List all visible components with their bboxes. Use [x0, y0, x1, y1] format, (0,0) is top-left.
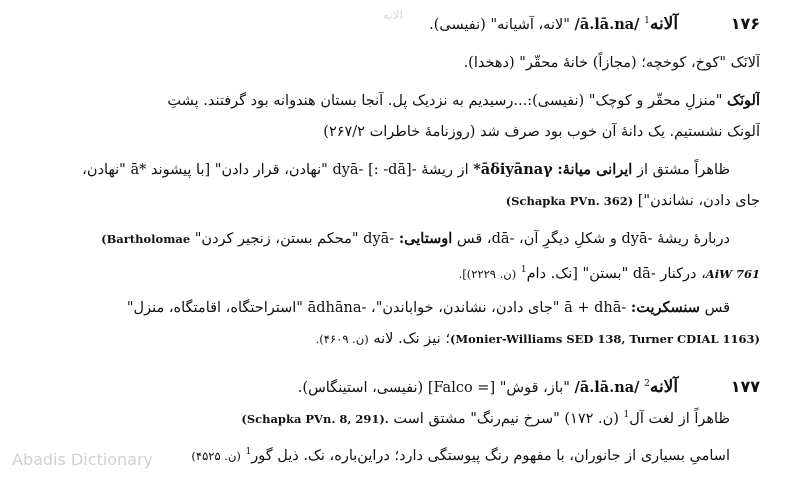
- entry-177-line2-b: (ن. ۱۷۲) "سرخ نیم‌رنگ" مشتق است: [393, 410, 619, 427]
- entry-177-header: [28, 373, 760, 399]
- entry-177-headword: آلانه: [649, 376, 679, 397]
- entry-176-line6: [28, 190, 760, 212]
- entry-176-line10-b: ؛ نیز نک. لانه: [373, 331, 450, 347]
- entry-176-line7-a: دربارهٔ ریشهٔ -dyā و شکلِ دیگرِ آن، -dā، قس: [456, 231, 730, 247]
- entry-176-line3-bold: آلونَک: [727, 92, 760, 109]
- entry-177-line2-c: (Schapka PVn. 8, 291).: [241, 411, 389, 426]
- entry-176-line7-c: -dyā "محکم بستن، زنجیر کردن": [194, 231, 395, 247]
- entry-176-translit: /ā.lā.na/: [574, 15, 640, 33]
- entry-176-line8-a: AiW 761: [705, 266, 760, 281]
- entry-177-line3-a: اسامیِ بسیاری از جانوران، با مفهوم رنگ پیوستگی دارد؛ دراین‌باره، نک. ذیل گور: [251, 447, 730, 464]
- entry-176-line9-c: -ā + dhā "جای دادن، نشاندن، خواباندن"، -ādhāna "استراحتگاه، اقامتگاه، منزل": [126, 300, 627, 316]
- entry-176-line2: آلانَک "کوخ، کوخچه؛ (مجازاً) خانهٔ محقّر" (دهخدا).: [463, 55, 760, 71]
- entry-176-line8-b: ، درکنار -dā "بستن" [نک. دام: [526, 265, 706, 282]
- entry-176-line6-a: جای دادن، نشاندن"]: [637, 193, 760, 209]
- entry-176-line7: [28, 228, 730, 250]
- entry-177-line3: اسامیِ بسیاری از جانوران، با مفهوم رنگ پیوستگی دارد؛ دراین‌باره، نک. ذیل گور$^1$ (ن. ۴۵۲۵): [191, 447, 730, 464]
- entry-177-translit: /ā.lā.na/: [574, 378, 640, 396]
- entry-177-gloss: "باز، قوش" [= Falco] (نفیسی، استینگاس).: [297, 379, 570, 396]
- entry-176-line10: [28, 328, 760, 350]
- entry-176-line9: [28, 297, 730, 319]
- entry-176-line8: AiW 761، درکنار -dā "بستن" [نک. دام$^1$ (ن. ۲۲۲۹)].: [458, 265, 760, 282]
- entry-176-line3-rest: "منزلِ محقّر و کوچک" (نفیسی):...رسیدیم به نزدیک پل. آنجا بستان هندوانه بود گرفتند. پشتِ: [167, 93, 728, 109]
- entry-177-line2: ظاهراً از لغت آل$^1$ (ن. ۱۷۲) "سرخ نیم‌رنگ" مشتق است (Schapka PVn. 8, 291).: [241, 410, 730, 427]
- entry-176-line8-c: (ن. ۲۲۲۹)].: [458, 266, 517, 281]
- entry-176-line9-a: قس: [704, 300, 730, 316]
- entry-177-number: ۱۷۷: [730, 376, 760, 396]
- entry-177-sup: 2: [644, 379, 650, 389]
- entry-176-line6-b: (Schapka PVn. 362): [505, 194, 634, 208]
- entry-176-line3: [28, 90, 760, 112]
- watermark-bottom: Abadis Dictionary: [12, 450, 153, 469]
- entry-176-line5-c: *āδiyānaγ: [473, 161, 553, 178]
- entry-176-sup: 1: [644, 16, 650, 26]
- entry-176-line5-a: ظاهراً مشتق از: [636, 162, 730, 178]
- entry-176-headword: آلانه: [649, 13, 679, 34]
- watermark-top: الانه: [383, 8, 403, 22]
- entry-177-line2-a: ظاهراً از لغت آل: [629, 410, 730, 427]
- entry-176-number: ۱۷۶: [730, 13, 760, 33]
- entry-176-header: [28, 10, 760, 36]
- entry-176-line5-d: از ریشهٔ -dyā- [: -dā] "نهادن، قرار دادن" [با پیشوند *ā "نهادن،: [82, 162, 469, 178]
- entry-176-line5: [28, 159, 730, 181]
- entry-177-line3-b: (ن. ۴۵۲۵): [191, 448, 241, 463]
- entry-176-line10-c: (ن. ۴۶۰۹).: [315, 332, 369, 346]
- entry-176-line7-b: اوستایی:: [398, 230, 453, 247]
- entry-176-line9-b: سنسکریت:: [630, 299, 700, 316]
- entry-176-gloss: "لانه، آشیانه" (نفیسی).: [429, 16, 570, 33]
- entry-176-line10-a: (Monier-Williams SED 138, Turner CDIAL 1163): [449, 332, 760, 346]
- entry-176-line5-b: ایرانی میانهٔ:: [557, 161, 633, 178]
- entry-176-line7-d: (Bartholomae: [101, 232, 191, 246]
- entry-176-line4: آلونک نشستیم. یک دانهٔ آن خوب بود صرف شد (روزنامهٔ خاطرات ۲۶۷/۲): [323, 124, 760, 140]
